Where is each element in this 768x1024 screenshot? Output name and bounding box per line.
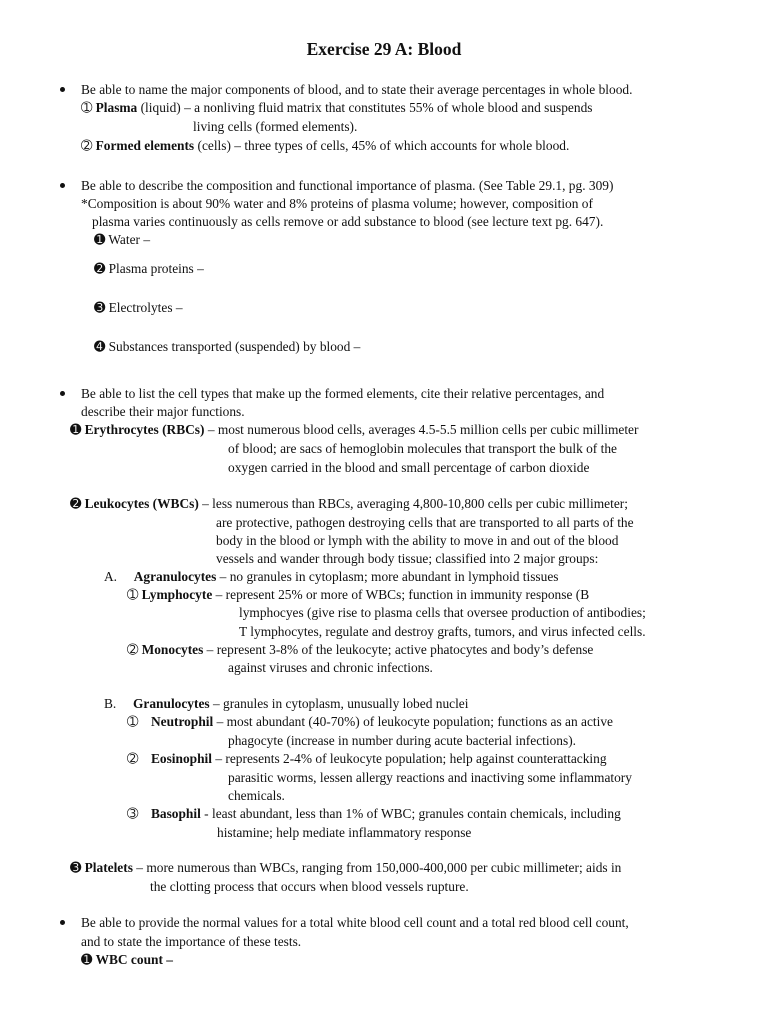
plasma-proteins-item [94,262,204,275]
basophil-term: Basophil [150,806,201,821]
number-marker: ➊ [70,422,82,437]
neutrophil-item [127,715,613,728]
bullet-4 [60,920,65,925]
number-marker: ➁ [127,642,139,657]
bullet-1 [60,87,65,92]
monocytes-term: Monocytes [141,642,204,657]
plasma-term: Plasma [95,100,138,115]
number-marker: ➀ [127,714,139,729]
eosinophil-desc-cont: parasitic worms, lessen allergy reactions and inactiving some inflammatory [228,770,632,785]
leukocytes-desc-cont: body in the blood or lymph with the ability to move in and out of the blood [216,533,619,548]
erythrocytes-item [70,423,638,436]
section-4-intro: Be able to provide the normal values for a total white blood cell count and a total red blood cell count, [81,915,629,930]
agranulocytes-term: Agranulocytes [133,569,217,584]
number-marker: ➍ [94,339,106,354]
number-marker: ➁ [127,751,139,766]
basophil-item [127,807,621,820]
item-label: Plasma proteins – [108,261,204,276]
number-marker: ➊ [94,232,106,247]
eosinophil-item [127,752,607,765]
basophil-desc: - least abundant, less than 1% of WBC; granules contain chemicals, including [200,806,621,821]
number-marker: ➋ [94,261,106,276]
eosinophil-term: Eosinophil [150,751,212,766]
number-marker: ➌ [70,860,82,875]
substances-item [94,340,360,353]
leukocytes-term: Leukocytes (WBCs) [84,496,199,511]
number-marker: ➊ [81,952,93,967]
plasma-item [81,101,592,114]
platelets-desc-cont: the clotting process that occurs when blood vessels rupture. [150,879,469,894]
monocytes-item [127,643,593,656]
number-marker: ➁ [81,138,93,153]
lymphocyte-term: Lymphocyte [141,587,213,602]
number-marker: ➌ [94,300,106,315]
number-marker: ➋ [70,496,82,511]
composition-note: *Composition is about 90% water and 8% proteins of plasma volume; however, composition of [81,196,593,211]
erythrocytes-desc-cont: of blood; are sacs of hemoglobin molecules that transport the bulk of the [228,441,617,456]
formed-elements-desc: (cells) – three types of cells, 45% of which accounts for whole blood. [194,138,570,153]
item-label: Water – [108,232,151,247]
item-label: Substances transported (suspended) by blood – [108,339,361,354]
formed-elements-item [81,139,569,152]
number-marker: ➀ [81,100,93,115]
wbc-count-item [81,953,173,966]
granulocytes-term: Granulocytes [133,696,210,711]
platelets-item [70,861,621,874]
lymphocyte-item [127,588,589,601]
wbc-count-label: WBC count – [95,952,173,967]
neutrophil-desc-cont: phagocyte (increase in number during acute bacterial infections). [228,733,577,748]
list-letter: B. [104,696,117,711]
electrolytes-item [94,301,183,314]
plasma-desc: (liquid) – a nonliving fluid matrix that constitutes 55% of whole blood and suspends [137,100,593,115]
erythrocytes-desc-cont: oxygen carried in the blood and small percentage of carbon dioxide [228,460,590,475]
number-marker: ➂ [127,806,139,821]
granulocytes-item [104,697,468,710]
eosinophil-desc-cont: chemicals. [228,788,285,803]
bullet-3 [60,391,65,396]
section-3-intro-cont: describe their major functions. [81,404,245,419]
section-3-intro: Be able to list the cell types that make up the formed elements, cite their relative percentages, and [81,386,605,401]
composition-note-cont: plasma varies continuously as cells remove or add substance to blood (see lecture text pg. 647). [92,214,604,229]
section-2-intro: Be able to describe the composition and functional importance of plasma. (See Table 29.1, pg. 309) [81,178,614,193]
platelets-term: Platelets [84,860,133,875]
leukocytes-desc-cont: are protective, pathogen destroying cells that are transported to all parts of the [216,515,634,530]
plasma-desc-cont: living cells (formed elements). [193,119,358,134]
neutrophil-desc: – most abundant (40-70%) of leukocyte population; functions as an active [213,714,613,729]
list-letter: A. [104,569,118,584]
formed-elements-term: Formed elements [95,138,195,153]
platelets-desc: – more numerous than WBCs, ranging from 150,000-400,000 per cubic millimeter; aids in [132,860,622,875]
agranulocytes-desc: – no granules in cytoplasm; more abundant in lymphoid tissues [216,569,559,584]
section-4-intro-cont: and to state the importance of these tests. [81,934,302,949]
lymphocyte-desc-cont: lymphocyes (give rise to plasma cells that oversee production of antibodies; [239,605,646,620]
eosinophil-desc: – represents 2-4% of leukocyte population; help against counterattacking [212,751,607,766]
leukocytes-desc-cont: vessels and wander through body tissue; classified into 2 major groups: [216,551,599,566]
leukocytes-desc: – less numerous than RBCs, averaging 4,800-10,800 cells per cubic millimeter; [198,496,628,511]
item-label: Electrolytes – [108,300,183,315]
granulocytes-desc: – granules in cytoplasm, unusually lobed nuclei [209,696,469,711]
monocytes-desc-cont: against viruses and chronic infections. [228,660,433,675]
erythrocytes-term: Erythrocytes (RBCs) [84,422,205,437]
erythrocytes-desc: – most numerous blood cells, averages 4.5-5.5 million cells per cubic millimeter [204,422,639,437]
section-1-intro: Be able to name the major components of blood, and to state their average percentages in whole blood. [81,82,633,97]
basophil-desc-cont: histamine; help mediate inflammatory response [217,825,472,840]
number-marker: ➀ [127,587,139,602]
agranulocytes-item [104,570,559,583]
neutrophil-term: Neutrophil [150,714,214,729]
lymphocyte-desc: – represent 25% or more of WBCs; function in immunity response (B [212,587,590,602]
bullet-2 [60,183,65,188]
lymphocyte-desc-cont: T lymphocytes, regulate and destroy grafts, tumors, and virus infected cells. [239,624,646,639]
monocytes-desc: – represent 3-8% of the leukocyte; active phatocytes and body’s defense [203,642,594,657]
plasma-water-item [94,233,150,246]
page-title: Exercise 29 A: Blood [306,39,462,59]
leukocytes-item [70,497,628,510]
